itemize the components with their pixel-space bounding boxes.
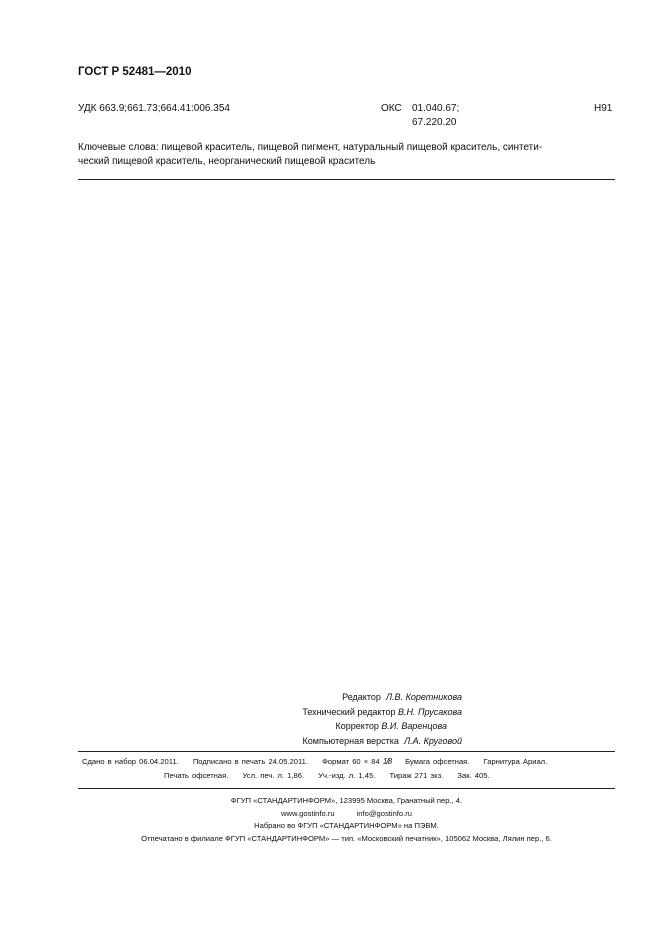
- print-run: Тираж 271 экз.: [389, 771, 444, 780]
- format-fraction: 1/8: [382, 757, 392, 766]
- printed-note: Отпечатано в филиале ФГУП «СТАНДАРТИНФОРМ» — тип. «Московский печатник», 105062 Москва, Лялин пер., 6.: [141, 833, 552, 843]
- print-type: Печать офсетная.: [164, 771, 229, 780]
- divider: [78, 751, 615, 752]
- publication-details-2: [164, 771, 490, 780]
- paper-type: Бумага офсетная.: [405, 757, 470, 766]
- keywords-line: ческий пищевой краситель, неорганический пищевой краситель: [78, 156, 376, 167]
- credit-name: Л.А. Круговой: [403, 735, 462, 746]
- order-number: Зак. 405.: [457, 771, 490, 780]
- keywords-block: [78, 141, 615, 169]
- contacts: [78, 808, 615, 821]
- divider: [78, 179, 615, 180]
- corrector-credit: [200, 719, 462, 734]
- website-link[interactable]: www.gostinfo.ru: [280, 808, 335, 818]
- typeset-note: Набрано во ФГУП «СТАНДАРТИНФОРМ» на ПЭВМ.: [254, 821, 439, 830]
- publisher-address: ФГУП «СТАНДАРТИНФОРМ», 123995 Москва, Гранатный пер., 4.: [230, 796, 463, 805]
- credit-name: В.Н. Прусакова: [398, 706, 462, 717]
- oks-label: ОКС: [381, 103, 402, 114]
- credit-role: Компьютерная верстка: [302, 735, 399, 746]
- staff-credits: [200, 690, 462, 748]
- credit-name: Л.В. Коретникова: [385, 692, 462, 702]
- credit-role: Корректор: [335, 721, 379, 731]
- layout-credit: [200, 734, 462, 749]
- submitted-date: Сдано в набор 06.04.2011.: [82, 757, 179, 766]
- imprint: [78, 795, 615, 845]
- udk-code: УДК 663.9;661.73;664.41:006.354: [78, 103, 230, 114]
- oks-code-2: 67.220.20: [412, 117, 457, 128]
- tech-editor-credit: [200, 705, 462, 720]
- credit-role: Технический редактор: [302, 706, 396, 717]
- group-code: Н91: [594, 103, 613, 114]
- publication-details: [82, 757, 547, 766]
- standard-code: ГОСТ Р 52481—2010: [78, 66, 192, 78]
- credit-name: В.И. Варенцова: [381, 721, 447, 731]
- pub-sheets: Уч.-изд. л. 1,45.: [318, 771, 376, 780]
- signed-date: Подписано в печать 24.05.2011.: [192, 757, 308, 766]
- print-sheets: Усл. печ. л. 1,86.: [242, 771, 305, 780]
- keywords-line: Ключевые слова: пищевой краситель, пищевой пигмент, натуральный пищевой краситель, синтети-: [78, 142, 543, 153]
- credit-role: Редактор: [342, 692, 381, 702]
- email-link[interactable]: info@gostinfo.ru: [356, 808, 413, 818]
- editor-credit: [200, 690, 462, 705]
- oks-code-1: 01.040.67;: [412, 103, 460, 114]
- format: Формат 60 × 84 1/8: [322, 757, 392, 766]
- typeface: Гарнитура Ариал.: [483, 757, 548, 766]
- divider: [78, 788, 615, 789]
